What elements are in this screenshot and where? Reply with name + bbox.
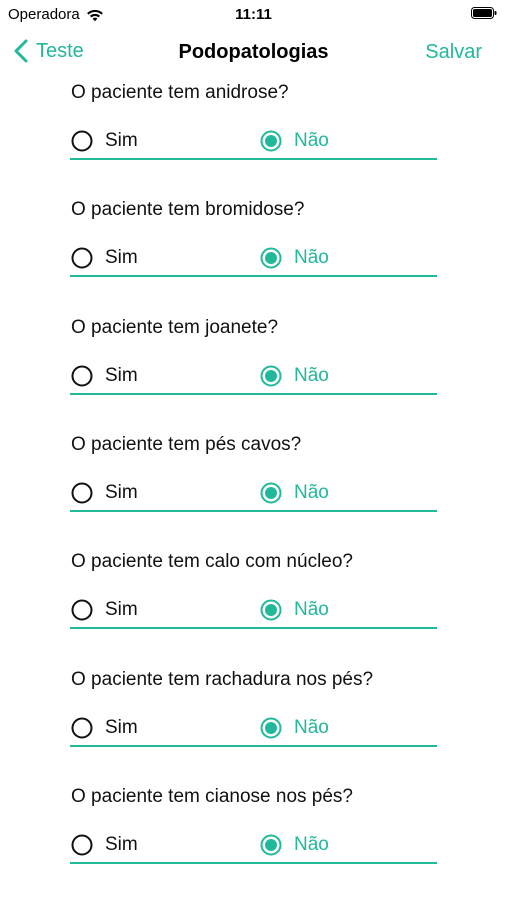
option-label: Não — [294, 599, 329, 621]
radio-selected-icon — [260, 717, 282, 739]
option-label: Sim — [105, 716, 138, 738]
option-sim[interactable] — [71, 130, 138, 152]
radio-unselected-icon — [71, 834, 93, 856]
option-label: Não — [294, 247, 329, 269]
option-nao[interactable] — [260, 482, 329, 504]
option-nao[interactable] — [260, 365, 329, 387]
radio-unselected-icon — [71, 599, 93, 621]
field-underline — [70, 275, 437, 277]
option-nao[interactable] — [260, 130, 329, 152]
field-underline — [70, 158, 437, 160]
question-label: O paciente tem joanete? — [71, 316, 279, 338]
radio-unselected-icon — [71, 717, 93, 739]
radio-selected-icon — [260, 834, 282, 856]
status-time: 11:11 — [235, 6, 272, 23]
radio-selected-icon — [260, 247, 282, 269]
question-label: O paciente tem anidrose? — [71, 82, 289, 103]
option-sim[interactable] — [71, 834, 138, 856]
radio-unselected-icon — [71, 365, 93, 387]
option-label: Sim — [105, 364, 138, 386]
radio-unselected-icon — [71, 247, 93, 269]
radio-selected-icon — [260, 130, 282, 152]
option-sim[interactable] — [71, 717, 138, 739]
question-label: O paciente tem pés cavos? — [71, 433, 302, 455]
question-label: O paciente tem cianose nos pés? — [71, 785, 354, 807]
radio-unselected-icon — [71, 130, 93, 152]
question-label: O paciente tem bromidose? — [71, 199, 305, 221]
option-sim[interactable] — [71, 482, 138, 504]
question-item — [70, 661, 437, 778]
field-underline — [70, 627, 437, 629]
radio-selected-icon — [260, 599, 282, 621]
radio-selected-icon — [260, 482, 282, 504]
option-nao[interactable] — [260, 599, 329, 621]
question-item — [70, 74, 437, 191]
status-bar — [0, 0, 507, 30]
radio-unselected-icon — [71, 482, 93, 504]
question-item — [70, 426, 437, 543]
navigation-bar — [0, 30, 507, 76]
question-item — [70, 778, 437, 895]
option-nao[interactable] — [260, 834, 329, 856]
option-label: Sim — [105, 130, 138, 151]
option-sim[interactable] — [71, 365, 138, 387]
question-item — [70, 309, 437, 426]
option-label: Não — [294, 364, 329, 386]
option-label: Não — [294, 833, 329, 855]
page-title: Podopatologias — [178, 41, 329, 63]
question-label: O paciente tem calo com núcleo? — [71, 551, 353, 573]
question-label: O paciente tem rachadura nos pés? — [71, 668, 374, 690]
option-nao[interactable] — [260, 717, 329, 739]
option-label: Sim — [105, 833, 138, 855]
battery-icon — [471, 7, 497, 19]
option-label: Sim — [105, 247, 138, 269]
field-underline — [70, 510, 437, 512]
option-label: Não — [294, 481, 329, 503]
question-item — [70, 543, 437, 660]
save-button[interactable]: Salvar — [425, 41, 482, 63]
option-nao[interactable] — [260, 247, 329, 269]
option-sim[interactable] — [71, 247, 138, 269]
option-label: Sim — [105, 599, 138, 621]
field-underline — [70, 393, 437, 395]
option-label: Não — [294, 716, 329, 738]
carrier-label: Operadora — [8, 6, 80, 23]
option-label: Sim — [105, 481, 138, 503]
field-underline — [70, 862, 437, 864]
option-label: Não — [294, 130, 329, 151]
field-underline — [70, 745, 437, 747]
back-label: Teste — [36, 39, 84, 62]
radio-selected-icon — [260, 365, 282, 387]
question-item — [70, 191, 437, 308]
option-sim[interactable] — [71, 599, 138, 621]
